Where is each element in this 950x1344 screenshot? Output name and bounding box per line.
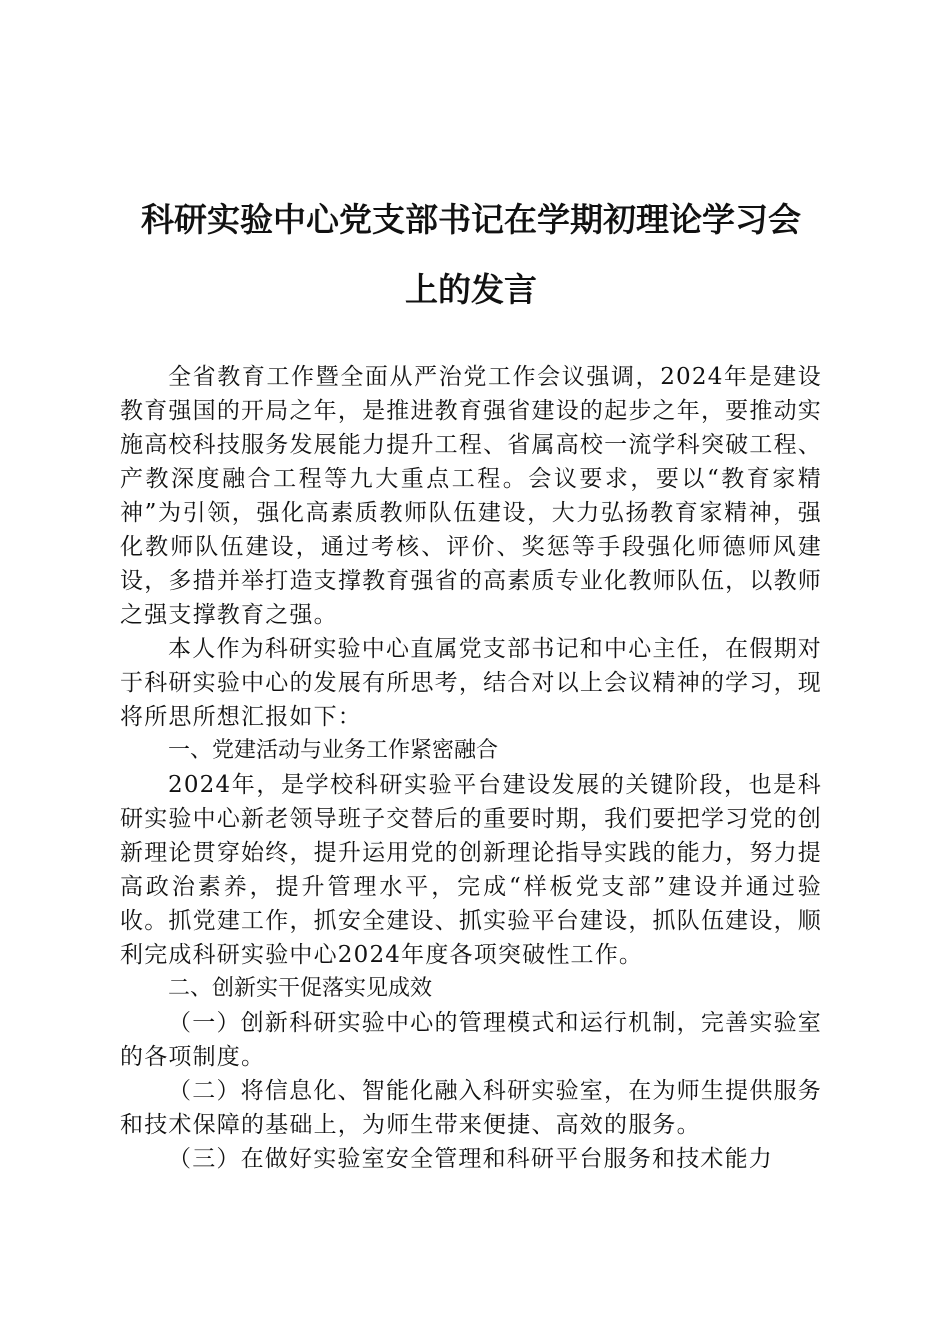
list-item-2: （二）将信息化、智能化融入科研实验室，在为师生提供服务和技术保障的基础上，为师生带来便捷、高效的服务。 xyxy=(120,1078,822,1138)
document-body xyxy=(120,360,822,1176)
document-title-line-1: 科研实验中心党支部书记在学期初理论学习会 xyxy=(141,200,801,239)
section-heading-2: 二、创新实干促落实见成效 xyxy=(168,976,433,1001)
paragraph-section-1: 2024年，是学校科研实验平台建设发展的关键阶段，也是科研实验中心新老领导班子交替后的重要时期，我们要把学习党的创新理论贯穿始终，提升运用党的创新理论指导实践的能力，努力提高政治素养，提升管理水平，完成“样板党支部”建设并通过验收。抓党建工作，抓安全建设、抓实验平台建设，抓队伍建设，顺利完成科研实验中心2024年度各项突破性工作。 xyxy=(120,772,822,968)
paragraph-self-intro: 本人作为科研实验中心直属党支部书记和中心主任，在假期对于科研实验中心的发展有所思考，结合对以上会议精神的学习，现将所思所想汇报如下： xyxy=(120,636,822,730)
document-title-line-2: 上的发言 xyxy=(405,270,537,309)
section-heading-1: 一、党建活动与业务工作紧密融合 xyxy=(168,738,499,763)
paragraph-intro: 全省教育工作暨全面从严治党工作会议强调，2024年是建设教育强国的开局之年，是推进教育强省建设的起步之年，要推动实施高校科技服务发展能力提升工程、省属高校一流学科突破工程、产教深度融合工程等九大重点工程。会议要求，要以“教育家精神”为引领，强化高素质教师队伍建设，大力弘扬教育家精神，强化教师队伍建设，通过考核、评价、奖惩等手段强化师德师风建设，多措并举打造支撑教育强省的高素质专业化教师队伍，以教师之强支撑教育之强。 xyxy=(120,364,822,628)
list-item-1: （一）创新科研实验中心的管理模式和运行机制，完善实验室的各项制度。 xyxy=(120,1010,822,1070)
list-item-3: （三）在做好实验室安全管理和科研平台服务和技术能力 xyxy=(168,1146,773,1172)
